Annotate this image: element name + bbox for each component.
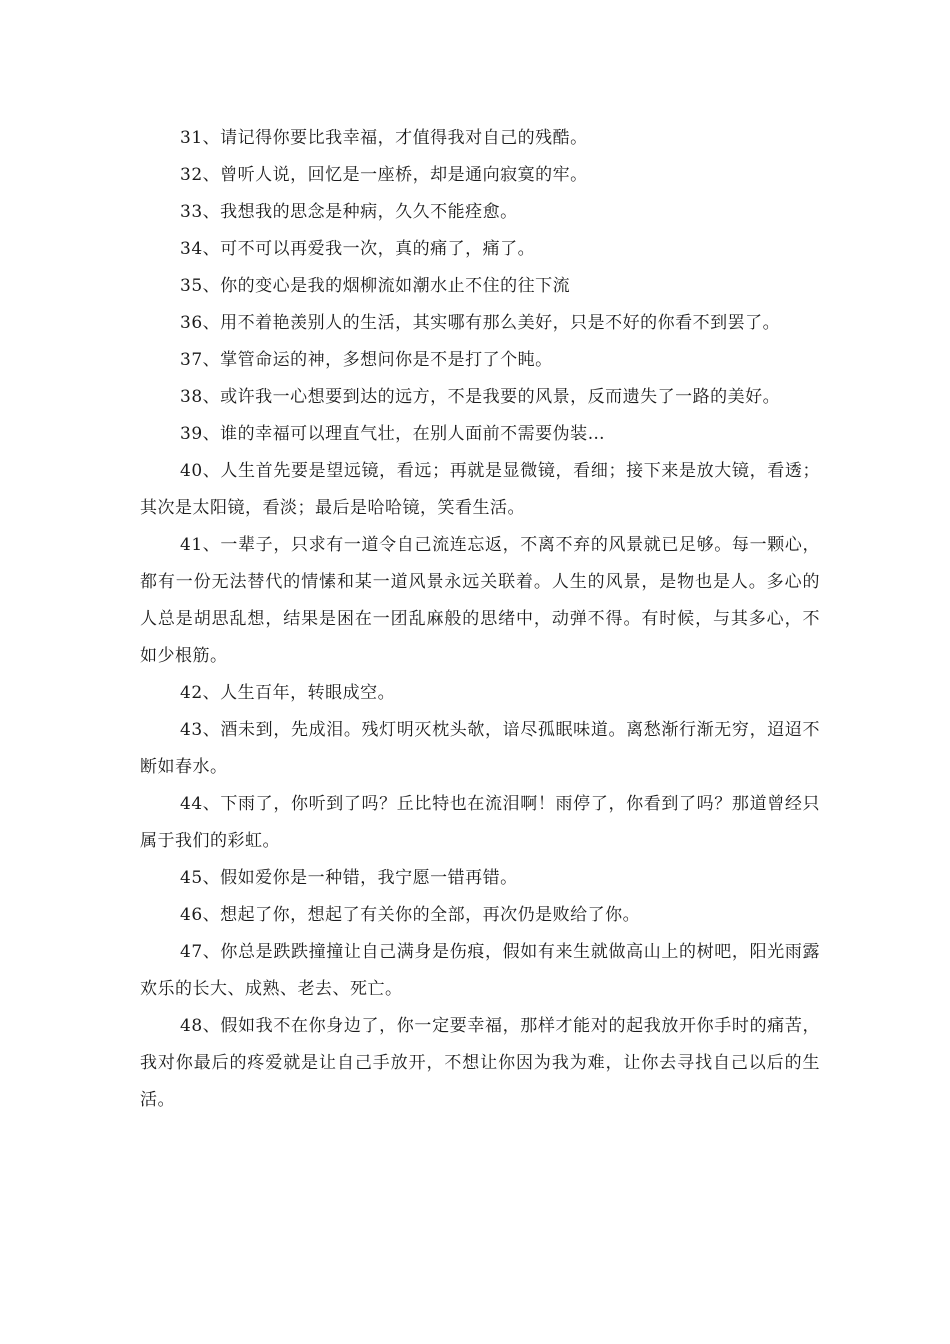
paragraph-45: 45、假如爱你是一种错，我宁愿一错再错。 [180,868,518,888]
paragraph-47: 47、你总是跌跌撞撞让自己满身是伤痕，假如有来生就做高山上的树吧，阳光雨露欢乐的长大、成熟、老去、死亡。 [140,942,820,999]
paragraph-36: 36、用不着艳羡别人的生活，其实哪有那么美好，只是不好的你看不到罢了。 [180,313,781,333]
paragraph-35: 35、你的变心是我的烟柳流如潮水止不住的往下流 [180,276,571,296]
paragraph-33: 33、我想我的思念是种病，久久不能痊愈。 [180,202,518,222]
paragraph-44: 44、下雨了，你听到了吗？丘比特也在流泪啊！雨停了，你看到了吗？那道曾经只属于我们的彩虹。 [140,794,820,851]
paragraph-43: 43、酒未到，先成泪。残灯明灭枕头欹，谙尽孤眠味道。离愁渐行渐无穷，迢迢不断如春水。 [140,720,820,777]
paragraph-46: 46、想起了你，想起了有关你的全部，再次仍是败给了你。 [180,905,641,925]
paragraph-40: 40、人生首先要是望远镜，看远；再就是显微镜，看细；接下来是放大镜，看透；其次是太阳镜，看淡；最后是哈哈镜，笑看生活。 [140,461,820,518]
paragraph-31: 31、请记得你要比我幸福，才值得我对自己的残酷。 [180,128,588,148]
paragraph-41: 41、一辈子，只求有一道令自己流连忘返，不离不弃的风景就已足够。每一颗心，都有一份无法替代的情愫和某一道风景永远关联着。人生的风景，是物也是人。多心的人总是胡思乱想，结果是困在一团乱麻般的思绪中，动弹不得。有时候，与其多心，不如少根筋。 [140,535,820,666]
paragraph-37: 37、掌管命运的神，多想问你是不是打了个盹。 [180,350,553,370]
paragraph-38: 38、或许我一心想要到达的远方，不是我要的风景，反而遗失了一路的美好。 [180,387,781,407]
paragraph-34: 34、可不可以再爱我一次，真的痛了，痛了。 [180,239,536,259]
paragraph-32: 32、曾听人说，回忆是一座桥，却是通向寂寞的牢。 [180,165,588,185]
document-body [140,120,820,1119]
paragraph-42: 42、人生百年，转眼成空。 [180,683,396,703]
paragraph-48: 48、假如我不在你身边了，你一定要幸福，那样才能对的起我放开你手时的痛苦，我对你最后的疼爱就是让自己手放开，不想让你因为我为难，让你去寻找自己以后的生活。 [140,1016,820,1110]
paragraph-39: 39、谁的幸福可以理直气壮，在别人面前不需要伪装… [180,424,606,444]
